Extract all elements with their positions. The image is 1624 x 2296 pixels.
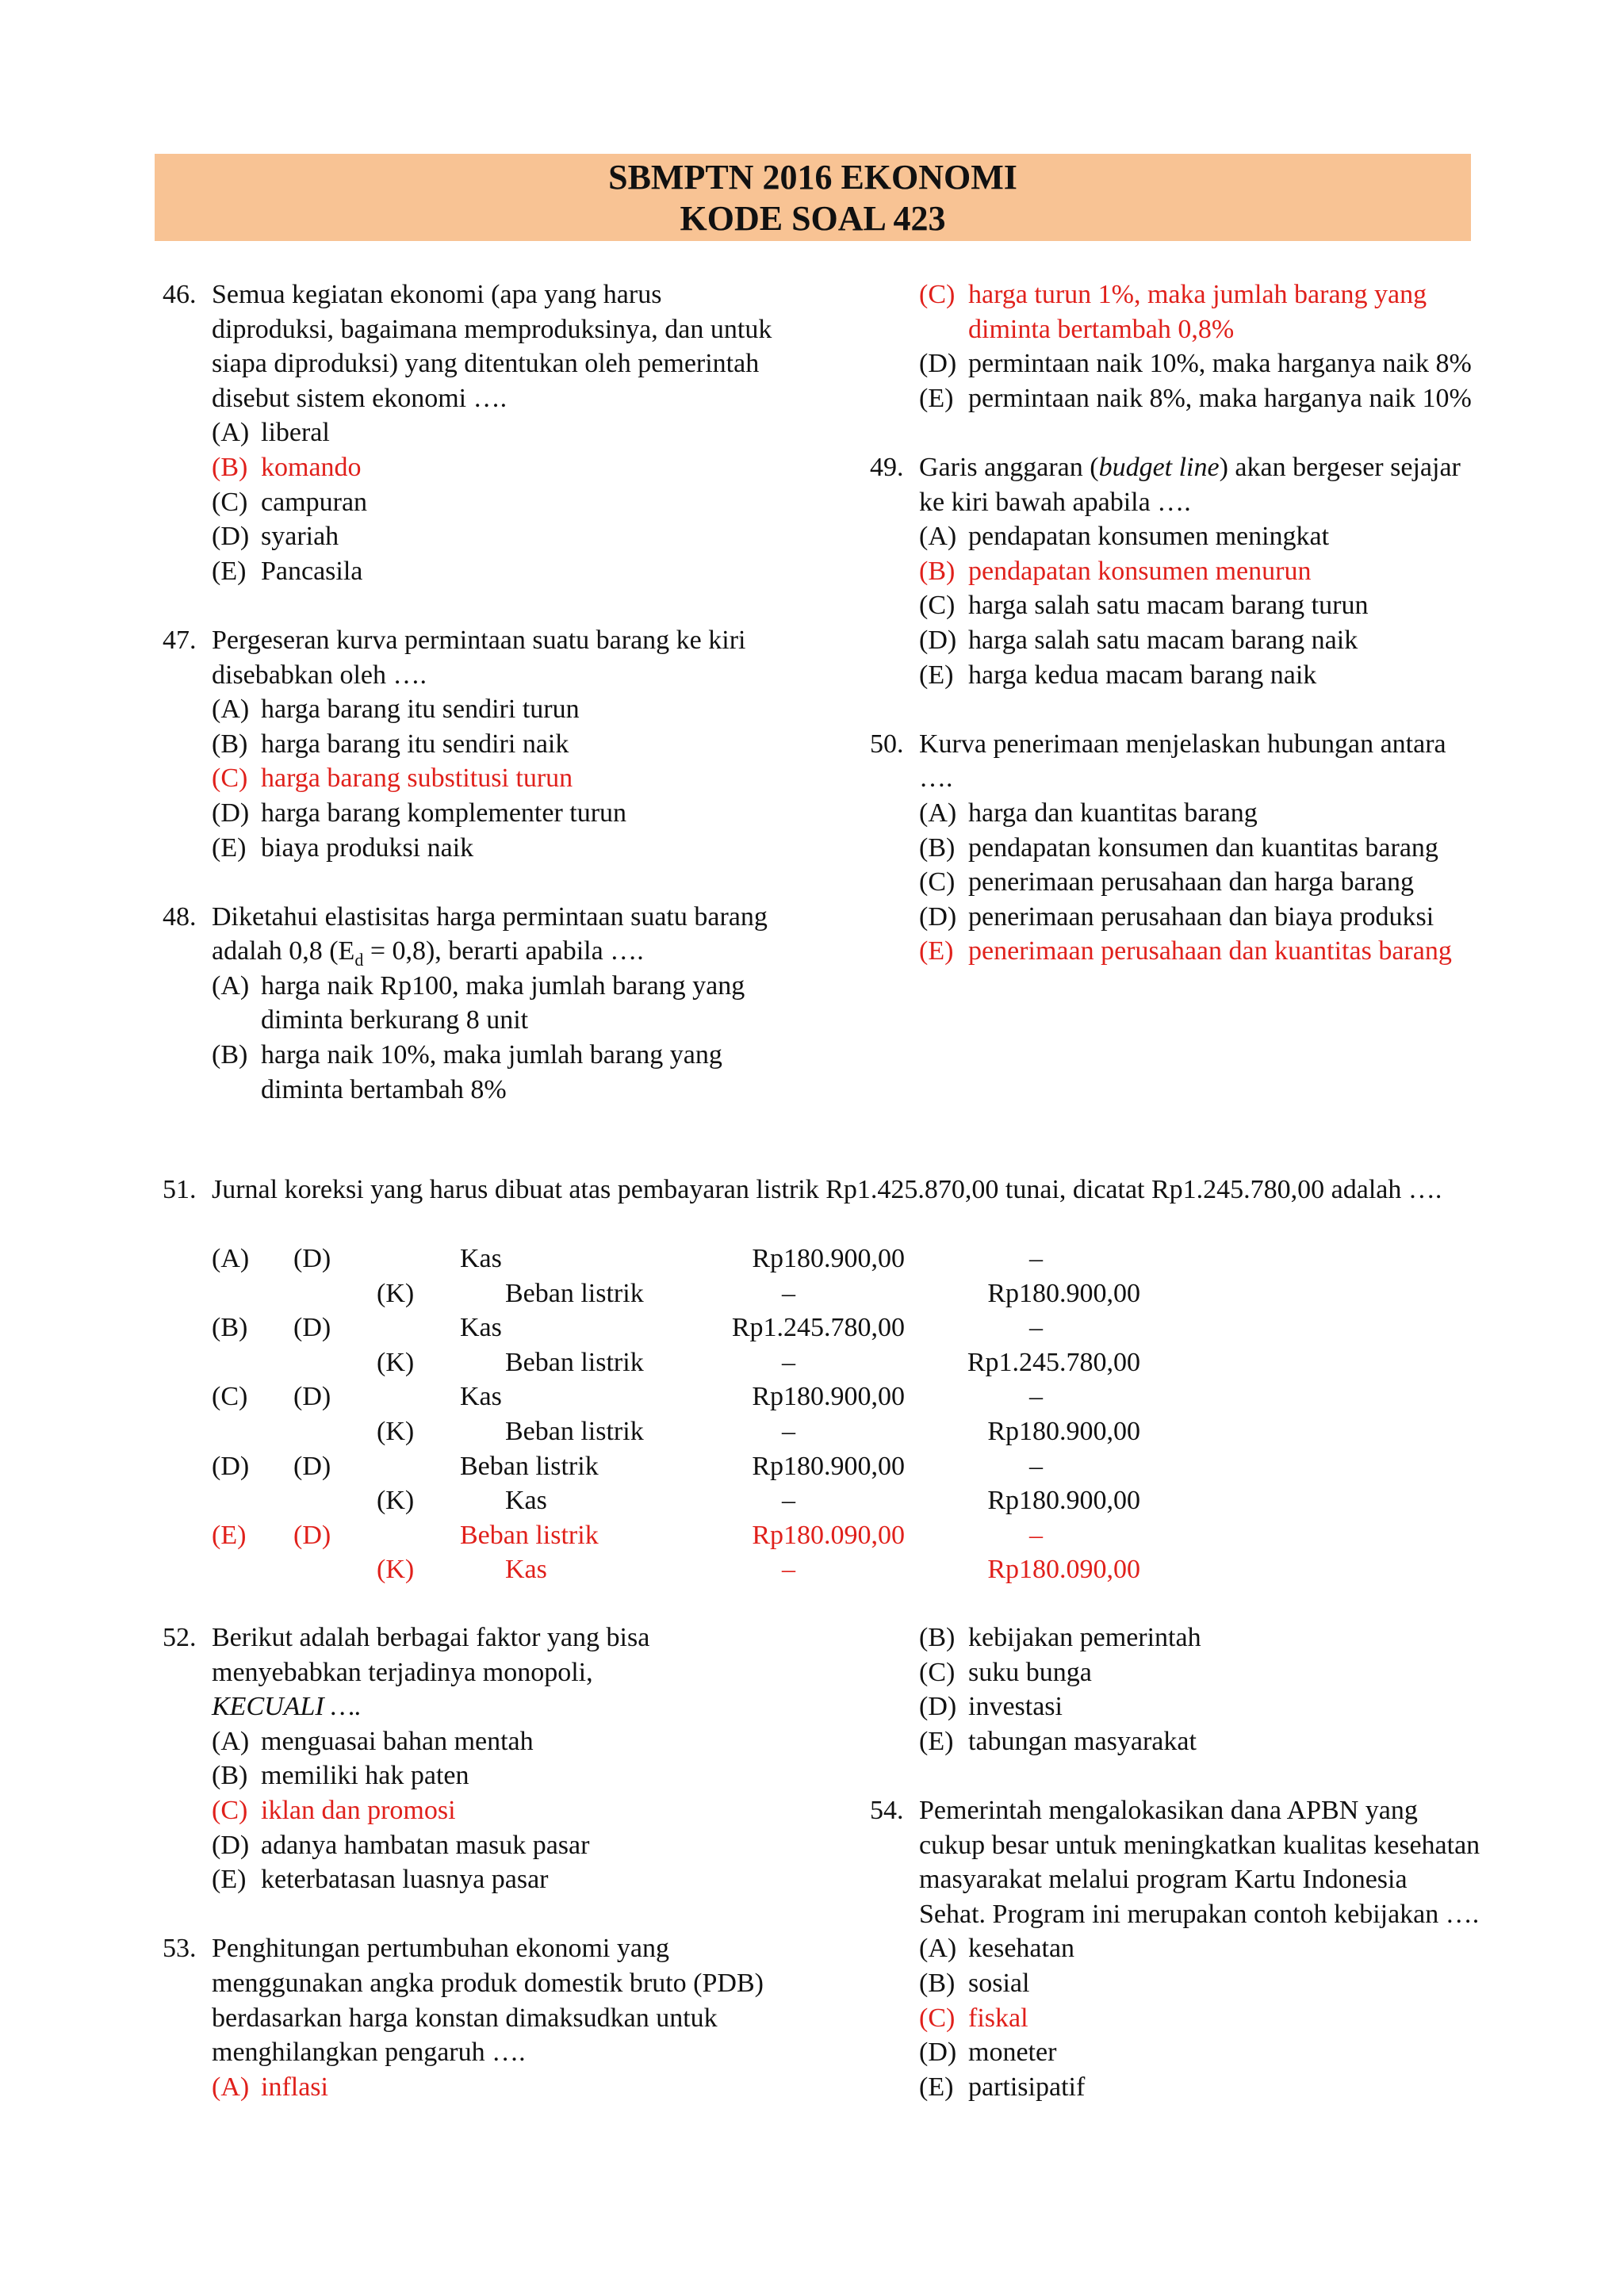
question-53 [163,1931,781,2104]
option: (A) menguasai bahan mentah [212,1726,534,1756]
journal-debit-row [163,1449,1471,1484]
debit-account: Kas [460,1244,502,1273]
option: (D) harga salah satu macam barang naik [919,625,1358,655]
option: (D) penerimaan perusahaan dan biaya produksi [919,901,1434,932]
credit-account: Beban listrik [505,1278,644,1308]
journal-credit-row [163,1483,1471,1518]
question-47 [163,623,781,865]
credit-account: Beban listrik [505,1347,644,1377]
question-number: 51. [163,1175,197,1204]
question-text: Pemerintah mengalokasikan dana APBN yang cukup besar untuk meningkatkan kualitas kesehatan masyarakat melalui program Kartu Indonesia Sehat. Program ini merupakan contoh kebijakan …. [919,1795,1480,1929]
credit-mark: (K) [377,1347,415,1377]
question-text: Jurnal koreksi yang harus dibuat atas pembayaran listrik Rp1.425.870,00 tunai, dicatat Rp1.245.780,00 adalah …. [212,1175,1442,1204]
question-number: 50. [870,729,904,759]
journal-credit-row [163,1345,1471,1380]
journal-credit-row [163,1276,1471,1311]
journal-credit-row [163,1552,1471,1587]
question-48-continued [870,277,1480,415]
option: (D) adanya hambatan masuk pasar [212,1830,590,1860]
question-text: Diketahui elastisitas harga permintaan suatu barang adalah 0,8 $(E_d = 0,8)$, berarti apabila …. [212,901,768,970]
journal-debit-row [163,1311,1471,1345]
debit-mark: (D) [293,1244,331,1273]
option: (C) suku bunga [919,1657,1092,1687]
option: (A) harga barang itu sendiri turun [212,695,580,725]
dash: – [1029,1244,1043,1273]
question-number: 52. [163,1623,197,1652]
dash: – [1029,1313,1043,1343]
question-46 [163,277,781,588]
option: (D) investasi [919,1692,1063,1722]
credit-account: Beban listrik [505,1416,644,1446]
option: (E) permintaan naik 8%, maka harganya naik 10% [919,383,1472,413]
option: (A) harga naik Rp100, maka jumlah barang yang diminta berkurang 8 unit [212,970,745,1035]
dash: – [1029,1382,1043,1412]
left-column-top [163,277,781,1107]
question-53-continued [870,1621,1480,1758]
journal-credit-row [163,1414,1471,1449]
credit-mark: (K) [377,1555,415,1585]
question-text: Pergeseran kurva permintaan suatu barang ke kiri disebabkan oleh …. [212,625,746,690]
question-51 [163,1173,1471,1207]
option-answer: (C) iklan dan promosi [212,1795,456,1825]
debit-amount: Rp180.900,00 [752,1451,905,1481]
credit-mark: (K) [377,1278,415,1308]
credit-account: Kas [505,1486,547,1516]
question-number: 54. [870,1795,904,1825]
option: (C) penerimaan perusahaan dan harga barang [919,867,1414,897]
debit-amount: Rp180.900,00 [752,1244,905,1273]
dash: – [782,1278,795,1308]
option: (A) pendapatan konsumen meningkat [919,522,1330,552]
debit-account: Kas [460,1313,502,1343]
option: (D) permintaan naik 10%, maka harganya naik 8% [919,349,1472,379]
option-answer: (C) fiskal [919,2003,1028,2033]
question-number: 48. [163,901,197,932]
option-label: (D) [212,1451,250,1481]
exam-title: SBMPTN 2016 EKONOMI [608,158,1017,197]
option: (D) syariah [212,522,339,552]
journal-table [163,1242,1471,1587]
question-number: 46. [163,280,197,309]
option-label: (C) [212,1382,248,1412]
option: (E) keterbatasan luasnya pasar [212,1865,549,1895]
debit-account: Beban listrik [460,1451,599,1481]
option: (E) partisipatif [919,2072,1086,2102]
right-column-top [870,277,1480,969]
option: (C) harga salah satu macam barang turun [919,591,1369,621]
question-49 [870,450,1480,692]
question-text: Kurva penerimaan menjelaskan hubungan antara …. [919,729,1446,794]
debit-mark: (D) [293,1382,331,1412]
option: (B) sosial [919,1968,1030,1998]
option: (D) moneter [919,2038,1057,2068]
option-answer: (C) harga turun 1%, maka jumlah barang yang diminta bertambah 0,8% [919,280,1427,344]
option: (E) harga kedua macam barang naik [919,660,1317,690]
option: (E) biaya produksi naik [212,832,474,863]
journal-debit-row [163,1380,1471,1414]
option-answer: (E) penerimaan perusahaan dan kuantitas barang [919,936,1452,966]
option: (A) harga dan kuantitas barang [919,798,1258,828]
option: (B) harga barang itu sendiri naik [212,729,569,759]
question-number: 47. [163,625,197,655]
option-answer: (B) komando [212,452,362,482]
dash: – [782,1486,795,1516]
option-answer: (C) harga barang substitusi turun [212,763,573,794]
dash: – [1029,1451,1043,1481]
debit-account: Beban listrik [460,1520,599,1550]
question-number: 49. [870,452,904,482]
dash: – [782,1555,795,1585]
journal-debit-row [163,1242,1471,1276]
question-text: Berikut adalah berbagai faktor yang bisa menyebabkan terjadinya monopoli, KECUALI …. [212,1623,650,1722]
question-text: Semua kegiatan ekonomi (apa yang harus diproduksi, bagaimana memproduksinya, dan untuk siapa diproduksi) yang ditentukan oleh pemerintah disebut sistem ekonomi …. [212,280,772,413]
question-48 [163,900,781,1108]
credit-amount: Rp180.900,00 [987,1278,1140,1308]
option: (B) harga naik 10%, maka jumlah barang yang diminta bertambah 8% [212,1040,722,1104]
question-50 [870,727,1480,969]
left-column-bottom [163,1621,781,2104]
credit-mark: (K) [377,1416,415,1446]
debit-mark: (D) [293,1451,331,1481]
title-banner [155,154,1471,241]
option-label: (E) [212,1520,247,1550]
option: (A) kesehatan [919,1934,1075,1964]
option: (B) kebijakan pemerintah [919,1623,1201,1652]
credit-mark: (K) [377,1486,415,1516]
credit-account: Kas [505,1555,547,1585]
exam-code: KODE SOAL 423 [680,199,946,238]
question-text: Garis anggaran (budget line) akan bergeser sejajar ke kiri bawah apabila …. [919,452,1461,517]
option-label: (A) [212,1244,250,1273]
option-answer: (A) inflasi [212,2072,328,2102]
debit-mark: (D) [293,1313,331,1343]
credit-amount: Rp1.245.780,00 [967,1347,1140,1377]
question-text: Penghitungan pertumbuhan ekonomi yang menggunakan angka produk domestik bruto (PDB) berdasarkan harga konstan dimaksudkan untuk menghilangkan pengaruh …. [212,1934,764,2068]
question-number: 53. [163,1934,197,1964]
option: (B) memiliki hak paten [212,1761,469,1791]
debit-mark: (D) [293,1520,331,1550]
option: (B) pendapatan konsumen dan kuantitas barang [919,832,1438,863]
option: (A) liberal [212,418,330,448]
debit-account: Kas [460,1382,502,1412]
debit-amount: Rp180.090,00 [752,1520,905,1550]
dash: – [782,1416,795,1446]
credit-amount: Rp180.900,00 [987,1416,1140,1446]
right-column-bottom [870,1621,1480,2104]
option: (D) harga barang komplementer turun [212,798,627,828]
question-54 [870,1793,1480,2104]
debit-amount: Rp180.900,00 [752,1382,905,1412]
dash: – [782,1347,795,1377]
credit-amount: Rp180.090,00 [987,1555,1140,1585]
option: (E) tabungan masyarakat [919,1726,1197,1756]
debit-amount: Rp1.245.780,00 [731,1313,905,1343]
option-label: (B) [212,1313,248,1343]
dash: – [1029,1520,1043,1550]
option-answer: (B) pendapatan konsumen menurun [919,556,1312,586]
option: (E) Pancasila [212,556,363,586]
question-52 [163,1621,781,1897]
credit-amount: Rp180.900,00 [987,1486,1140,1516]
journal-debit-row [163,1518,1471,1553]
option: (C) campuran [212,487,368,517]
